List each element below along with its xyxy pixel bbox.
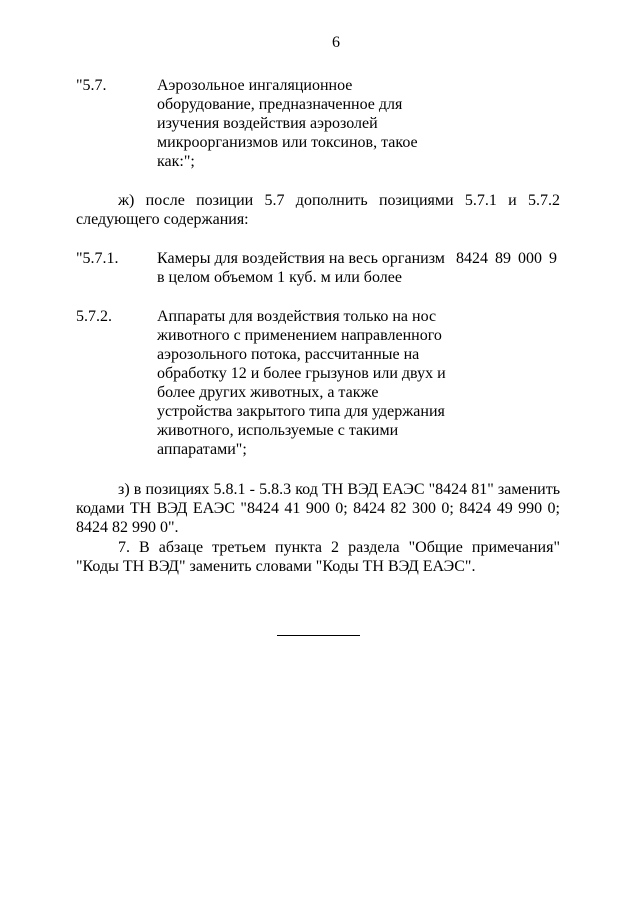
paragraph-line: "Коды ТН ВЭД" заменить словами "Коды ТН ВЭД ЕАЭС".	[76, 558, 476, 575]
paragraph-line: ж) после позиции 5.7 дополнить позициями 5.7.1 и 5.7.2	[118, 192, 560, 209]
item-number: "5.7.1.	[76, 250, 119, 267]
item-description-line: аппаратами";	[157, 441, 247, 458]
item-description-line: изучения воздействия аэрозолей	[157, 115, 378, 132]
item-description-line: Аэрозольное ингаляционное	[157, 77, 353, 94]
item-number: 5.7.2.	[76, 308, 112, 325]
paragraph-line: кодами ТН ВЭД ЕАЭС "8424 41 900 0; 8424 82 300 0; 8424 49 990 0;	[76, 500, 560, 517]
item-description-line: животного, используемые с такими	[157, 422, 399, 439]
item-description-line: оборудование, предназначенное для	[157, 96, 403, 113]
item-description-line: аэрозольного потока, рассчитанные на	[157, 346, 420, 363]
item-description-line: в целом объемом 1 куб. м или более	[157, 269, 402, 286]
paragraph-line: з) в позициях 5.8.1 - 5.8.3 код ТН ВЭД ЕАЭС "8424 81" заменить	[118, 481, 560, 498]
item-description-line: как:";	[157, 153, 195, 170]
item-description-line: более других животных, а также	[157, 384, 379, 401]
item-description-line: животного с применением направленного	[157, 327, 442, 344]
item-description-line: микроорганизмов или токсинов, такое	[157, 134, 418, 151]
item-code: 8424 89 000 9	[456, 250, 557, 267]
closing-rule	[277, 635, 360, 636]
paragraph-line: следующего содержания:	[76, 211, 249, 228]
page-number: 6	[332, 34, 340, 51]
item-description-line: обработку 12 и более грызунов или двух и	[157, 365, 446, 382]
item-description-line: Камеры для воздействия на весь организм	[157, 250, 445, 267]
item-description-line: Аппараты для воздействия только на нос	[157, 308, 437, 325]
item-description-line: устройства закрытого типа для удержания	[157, 403, 445, 420]
paragraph-line: 7. В абзаце третьем пункта 2 раздела "Общие примечания"	[118, 539, 560, 556]
paragraph-line: 8424 82 990 0".	[76, 519, 179, 536]
item-number: "5.7.	[76, 77, 107, 94]
